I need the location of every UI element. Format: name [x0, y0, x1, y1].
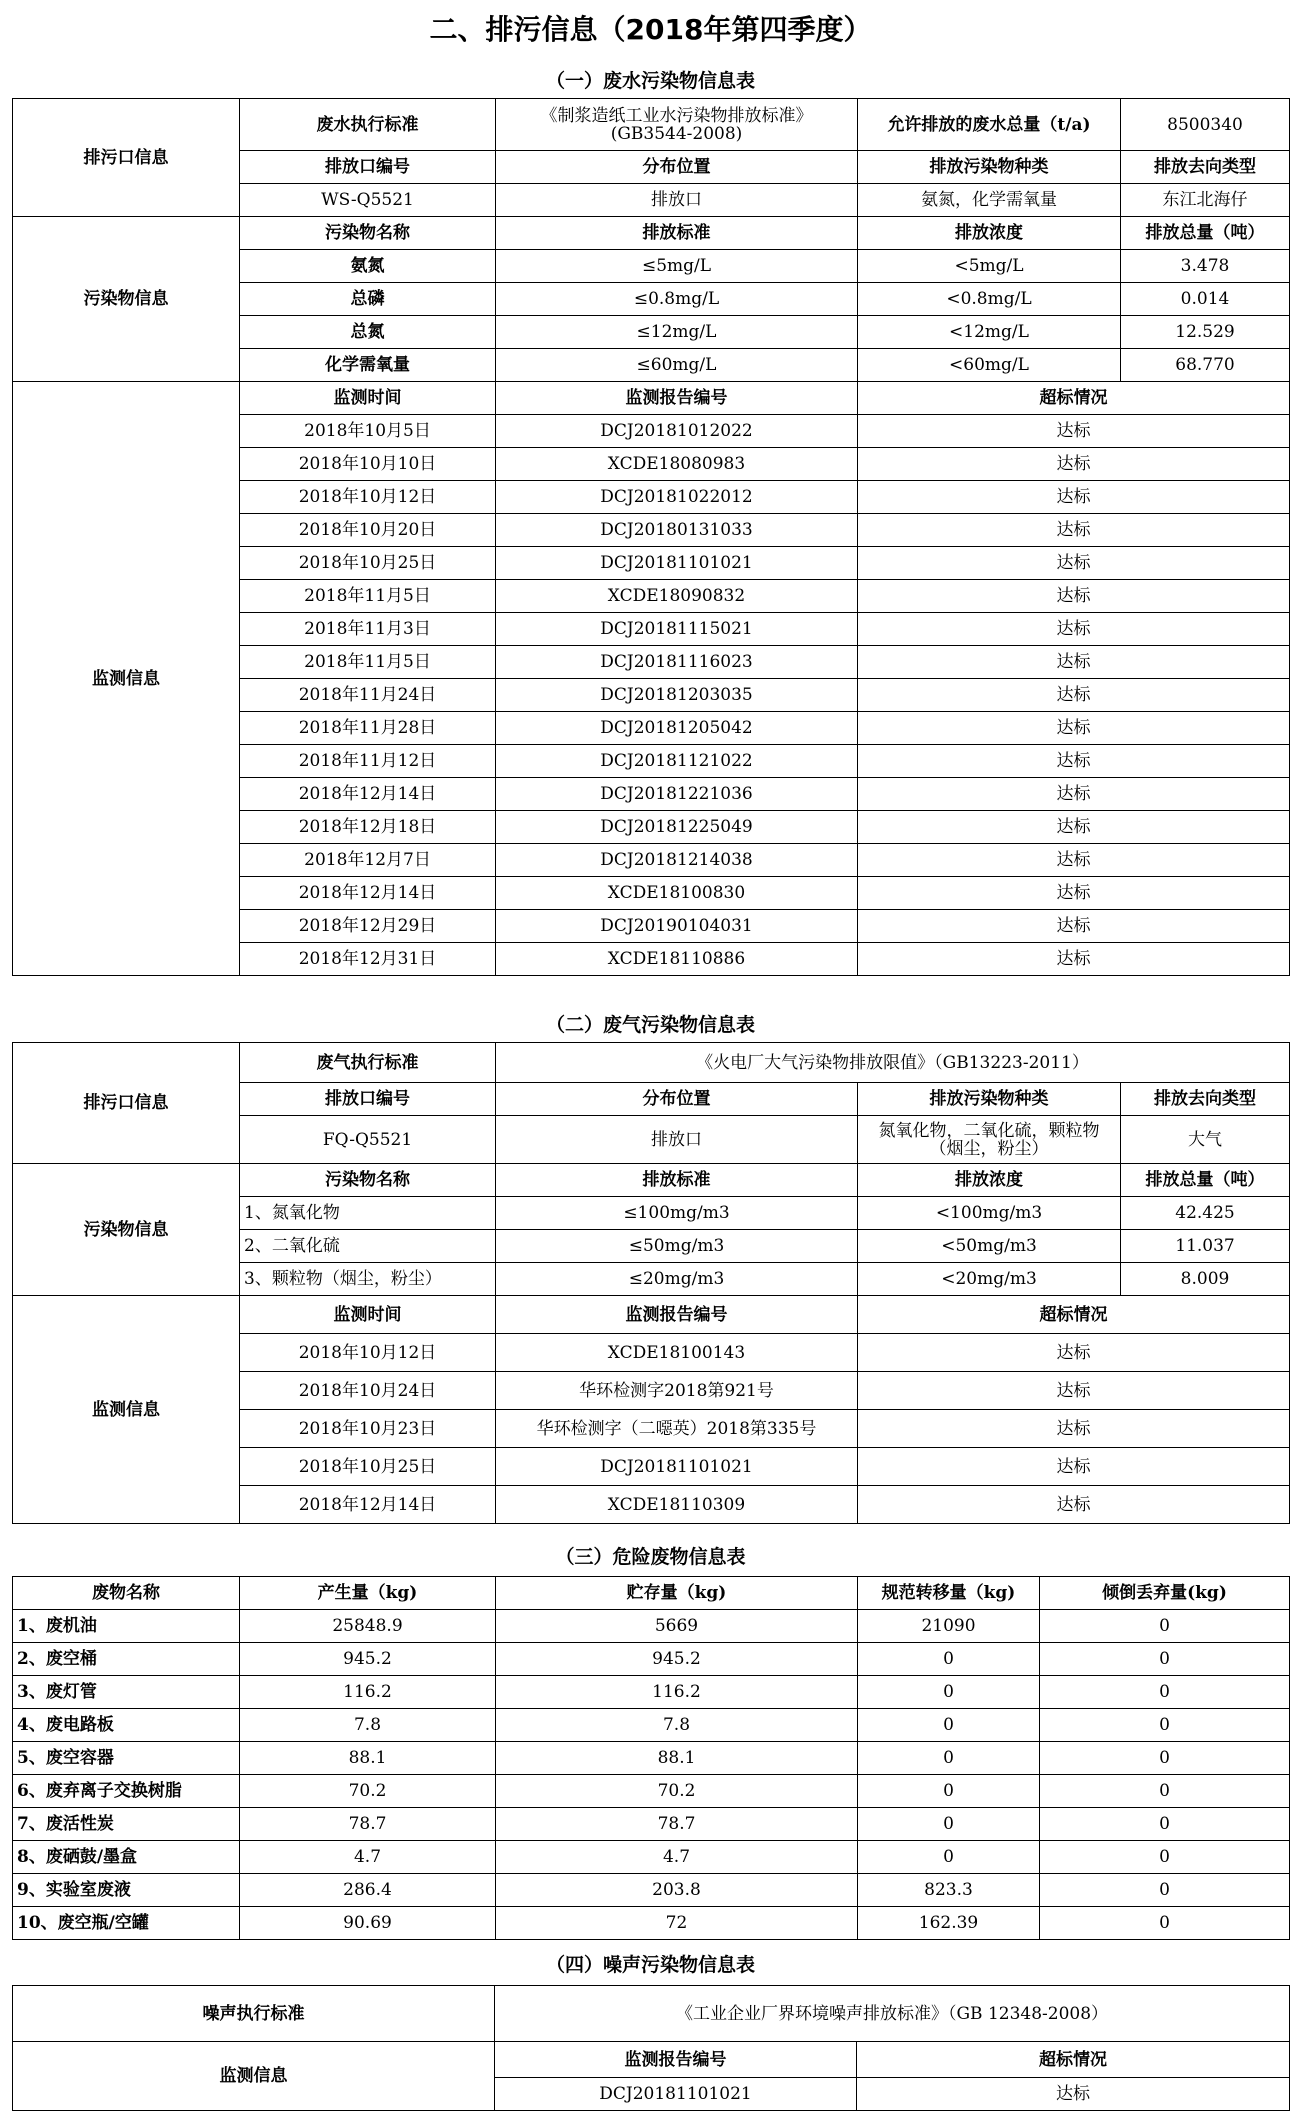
water-monitor-status: 达标 [858, 877, 1290, 910]
air-pollutant-header: 排放总量（吨） [1121, 1164, 1290, 1197]
air-monitor-report-no: XCDE18100143 [496, 1334, 858, 1372]
air-col-destination-type: 排放去向类型 [1121, 1083, 1290, 1116]
air-pollutant-header-row [13, 1164, 1290, 1197]
air-pollutant-cell: 42.425 [1121, 1197, 1290, 1230]
water-monitor-status: 达标 [858, 745, 1290, 778]
water-pollutant-cell: 氨氮 [240, 250, 496, 283]
hazard-section-title: （三）危险废物信息表 [555, 1546, 746, 1568]
hazard-cell: 70.2 [496, 1775, 858, 1808]
water-monitor-report-no: DCJ20181121022 [496, 745, 858, 778]
water-monitor-date: 2018年12月14日 [240, 778, 496, 811]
hazard-cell: 0 [1040, 1775, 1290, 1808]
water-pollutant-cell: 12.529 [1121, 316, 1290, 349]
water-monitor-report-no: DCJ20181101021 [496, 547, 858, 580]
water-monitor-report-no: DCJ20180131033 [496, 514, 858, 547]
air-pollutant-cell: 2、二氧化硫 [240, 1230, 496, 1263]
noise-monitor-header: 超标情况 [857, 2042, 1290, 2078]
water-monitor-status: 达标 [858, 811, 1290, 844]
water-location: 排放口 [496, 184, 858, 217]
water-pollutant-header: 排放总量（吨） [1121, 217, 1290, 250]
water-monitor-report-no: XCDE18080983 [496, 448, 858, 481]
hazard-cell: 78.7 [496, 1808, 858, 1841]
water-monitor-status: 达标 [858, 943, 1290, 976]
air-pollutant-header: 排放标准 [496, 1164, 858, 1197]
water-monitor-date: 2018年10月12日 [240, 481, 496, 514]
hazard-header: 废物名称 [13, 1577, 240, 1610]
water-monitor-report-no: DCJ20181214038 [496, 844, 858, 877]
air-monitor-date: 2018年10月25日 [240, 1448, 496, 1486]
hazard-cell: 10、废空瓶/空罐 [13, 1907, 240, 1940]
air-pollutant-cell: <100mg/m3 [858, 1197, 1121, 1230]
air-standard-value: 《火电厂大气污染物排放限值》（GB13223-2011） [496, 1043, 1290, 1083]
air-monitor-report-no: XCDE18110309 [496, 1486, 858, 1524]
water-standard-label: 废水执行标准 [240, 99, 496, 151]
hazard-cell: 116.2 [240, 1676, 496, 1709]
water-monitor-date: 2018年10月20日 [240, 514, 496, 547]
air-location: 排放口 [496, 1116, 858, 1164]
water-pollutant-cell: <12mg/L [858, 316, 1121, 349]
water-monitor-date: 2018年11月5日 [240, 646, 496, 679]
hazard-cell: 7、废活性炭 [13, 1808, 240, 1841]
air-monitor-status: 达标 [858, 1334, 1290, 1372]
water-standard-code: (GB3544-2008) [610, 123, 743, 144]
hazard-cell: 6、废弃离子交换树脂 [13, 1775, 240, 1808]
air-monitor-date: 2018年10月23日 [240, 1410, 496, 1448]
hazard-row [13, 1907, 1290, 1940]
water-standard-value [496, 99, 858, 151]
hazard-cell: 0 [1040, 1874, 1290, 1907]
hazard-cell: 88.1 [496, 1742, 858, 1775]
water-monitor-date: 2018年10月25日 [240, 547, 496, 580]
air-monitor-status: 达标 [858, 1372, 1290, 1410]
water-monitor-date: 2018年11月28日 [240, 712, 496, 745]
water-monitor-report-no: DCJ20181115021 [496, 613, 858, 646]
air-pollutant-table [12, 1042, 1290, 1524]
water-monitor-date: 2018年10月5日 [240, 415, 496, 448]
air-monitor-report-no: 华环检测字2018第921号 [496, 1372, 858, 1410]
water-monitor-date: 2018年11月3日 [240, 613, 496, 646]
water-pollutant-header-row [13, 217, 1290, 250]
air-pollutant-group-label: 污染物信息 [13, 1164, 240, 1296]
water-monitor-status: 达标 [858, 646, 1290, 679]
air-pollutant-types-line2: （烟尘，粉尘） [929, 1138, 1049, 1159]
water-monitor-report-no: DCJ20181221036 [496, 778, 858, 811]
hazard-row [13, 1709, 1290, 1742]
hazard-cell: 88.1 [240, 1742, 496, 1775]
hazard-cell: 78.7 [240, 1808, 496, 1841]
hazard-cell: 3、废灯管 [13, 1676, 240, 1709]
noise-standard-label: 噪声执行标准 [13, 1986, 495, 2042]
water-monitor-report-no: DCJ20190104031 [496, 910, 858, 943]
water-section-title: （一）废水污染物信息表 [545, 70, 755, 92]
hazard-cell: 0 [1040, 1841, 1290, 1874]
noise-monitor-report-no: DCJ20181101021 [495, 2078, 857, 2111]
noise-section-title: （四）噪声污染物信息表 [545, 1954, 755, 1976]
noise-standard-value: 《工业企业厂界环境噪声排放标准》（GB 12348-2008） [495, 1986, 1290, 2042]
water-monitor-report-no: DCJ20181012022 [496, 415, 858, 448]
hazard-cell: 0 [858, 1808, 1040, 1841]
water-monitor-date: 2018年12月14日 [240, 877, 496, 910]
water-monitor-header: 监测时间 [240, 382, 496, 415]
hazard-cell: 5、废空容器 [13, 1742, 240, 1775]
air-col-location: 分布位置 [496, 1083, 858, 1116]
hazard-cell: 7.8 [496, 1709, 858, 1742]
water-monitor-date: 2018年11月5日 [240, 580, 496, 613]
hazard-cell: 0 [1040, 1643, 1290, 1676]
water-pollutant-cell: 0.014 [1121, 283, 1290, 316]
air-pollutant-header: 污染物名称 [240, 1164, 496, 1197]
hazard-cell: 116.2 [496, 1676, 858, 1709]
water-allowed-label: 允许排放的废水总量（t/a) [858, 99, 1121, 151]
air-pollutant-cell: 3、颗粒物（烟尘，粉尘） [240, 1263, 496, 1296]
hazard-cell: 0 [1040, 1610, 1290, 1643]
air-pollutant-cell: <20mg/m3 [858, 1263, 1121, 1296]
hazard-cell: 203.8 [496, 1874, 858, 1907]
water-monitor-report-no: XCDE18090832 [496, 580, 858, 613]
hazard-row [13, 1808, 1290, 1841]
hazard-cell: 823.3 [858, 1874, 1040, 1907]
water-monitor-status: 达标 [858, 481, 1290, 514]
water-pollutant-types: 氨氮，化学需氧量 [858, 184, 1121, 217]
air-col-outlet-no: 排放口编号 [240, 1083, 496, 1116]
hazard-row [13, 1610, 1290, 1643]
hazard-cell: 0 [1040, 1676, 1290, 1709]
water-monitor-status: 达标 [858, 712, 1290, 745]
hazard-cell: 945.2 [240, 1643, 496, 1676]
hazard-cell: 7.8 [240, 1709, 496, 1742]
hazard-row [13, 1742, 1290, 1775]
air-outlet-no: FQ-Q5521 [240, 1116, 496, 1164]
water-monitor-status: 达标 [858, 613, 1290, 646]
noise-monitor-group-label: 监测信息 [13, 2042, 495, 2111]
water-monitor-report-no: DCJ20181225049 [496, 811, 858, 844]
hazard-cell: 286.4 [240, 1874, 496, 1907]
hazard-header: 贮存量（kg) [496, 1577, 858, 1610]
water-monitor-date: 2018年10月10日 [240, 448, 496, 481]
hazard-header-row [13, 1577, 1290, 1610]
water-pollutant-cell: 化学需氧量 [240, 349, 496, 382]
water-pollutant-cell: <0.8mg/L [858, 283, 1121, 316]
hazard-cell: 0 [858, 1709, 1040, 1742]
air-pollutant-cell: <50mg/m3 [858, 1230, 1121, 1263]
air-pollutant-cell: 8.009 [1121, 1263, 1290, 1296]
hazard-cell: 72 [496, 1907, 858, 1940]
hazard-cell: 90.69 [240, 1907, 496, 1940]
water-destination: 东江北海仔 [1121, 184, 1290, 217]
air-standard-label: 废气执行标准 [240, 1043, 496, 1083]
water-standard-name: 《制浆造纸工业水污染物排放标准》 [540, 105, 813, 126]
hazard-cell: 0 [858, 1775, 1040, 1808]
water-pollutant-cell: ≤60mg/L [496, 349, 858, 382]
water-pollutant-cell: ≤12mg/L [496, 316, 858, 349]
hazard-cell: 25848.9 [240, 1610, 496, 1643]
water-monitor-status: 达标 [858, 448, 1290, 481]
hazard-cell: 945.2 [496, 1643, 858, 1676]
hazard-cell: 21090 [858, 1610, 1040, 1643]
water-monitor-status: 达标 [858, 679, 1290, 712]
hazard-waste-table [12, 1576, 1290, 1940]
air-pollutant-cell: ≤100mg/m3 [496, 1197, 858, 1230]
water-monitor-status: 达标 [858, 580, 1290, 613]
water-monitor-header-row [13, 382, 1290, 415]
water-monitor-report-no: XCDE18110886 [496, 943, 858, 976]
water-col-destination-type: 排放去向类型 [1121, 151, 1290, 184]
water-monitor-report-no: DCJ20181203035 [496, 679, 858, 712]
hazard-row [13, 1775, 1290, 1808]
water-monitor-header: 监测报告编号 [496, 382, 858, 415]
water-allowed-value: 8500340 [1121, 99, 1290, 151]
air-monitor-header: 监测报告编号 [496, 1296, 858, 1334]
hazard-cell: 0 [858, 1643, 1040, 1676]
water-monitor-header: 超标情况 [858, 382, 1290, 415]
water-monitor-report-no: DCJ20181205042 [496, 712, 858, 745]
noise-pollutant-table [12, 1985, 1290, 2111]
water-outlet-group-label: 排污口信息 [13, 99, 240, 217]
water-pollutant-group-label: 污染物信息 [13, 217, 240, 382]
water-pollutant-cell: 总氮 [240, 316, 496, 349]
hazard-cell: 5669 [496, 1610, 858, 1643]
water-monitor-date: 2018年12月7日 [240, 844, 496, 877]
hazard-cell: 4.7 [496, 1841, 858, 1874]
water-monitor-report-no: XCDE18100830 [496, 877, 858, 910]
hazard-cell: 0 [1040, 1808, 1290, 1841]
hazard-row [13, 1841, 1290, 1874]
air-pollutant-cell: ≤50mg/m3 [496, 1230, 858, 1263]
air-pollutant-types-line1: 氮氧化物，二氧化硫，颗粒物 [878, 1120, 1100, 1141]
water-monitor-date: 2018年11月12日 [240, 745, 496, 778]
hazard-row [13, 1643, 1290, 1676]
water-monitor-status: 达标 [858, 415, 1290, 448]
hazard-row [13, 1874, 1290, 1907]
air-pollutant-cell: 11.037 [1121, 1230, 1290, 1263]
water-monitor-group-label: 监测信息 [13, 382, 240, 976]
hazard-cell: 4.7 [240, 1841, 496, 1874]
hazard-cell: 162.39 [858, 1907, 1040, 1940]
water-pollutant-cell: 总磷 [240, 283, 496, 316]
air-pollutant-header: 排放浓度 [858, 1164, 1121, 1197]
hazard-header: 倾倒丢弃量(kg) [1040, 1577, 1290, 1610]
water-pollutant-cell: ≤0.8mg/L [496, 283, 858, 316]
hazard-cell: 0 [858, 1742, 1040, 1775]
hazard-cell: 9、实验室废液 [13, 1874, 240, 1907]
noise-monitor-header: 监测报告编号 [495, 2042, 857, 2078]
air-monitor-group-label: 监测信息 [13, 1296, 240, 1524]
water-monitor-report-no: DCJ20181022012 [496, 481, 858, 514]
hazard-cell: 0 [1040, 1742, 1290, 1775]
hazard-row [13, 1676, 1290, 1709]
water-col-outlet-no: 排放口编号 [240, 151, 496, 184]
hazard-cell: 0 [858, 1841, 1040, 1874]
air-pollutant-types [858, 1116, 1121, 1164]
air-outlet-group-label: 排污口信息 [13, 1043, 240, 1164]
hazard-header: 规范转移量（kg) [858, 1577, 1040, 1610]
water-monitor-status: 达标 [858, 778, 1290, 811]
water-monitor-report-no: DCJ20181116023 [496, 646, 858, 679]
water-monitor-date: 2018年11月24日 [240, 679, 496, 712]
air-monitor-header: 超标情况 [858, 1296, 1290, 1334]
water-pollutant-header: 排放浓度 [858, 217, 1121, 250]
hazard-cell: 8、废硒鼓/墨盒 [13, 1841, 240, 1874]
air-col-pollutant-types: 排放污染物种类 [858, 1083, 1121, 1116]
hazard-header: 产生量（kg) [240, 1577, 496, 1610]
air-monitor-status: 达标 [858, 1448, 1290, 1486]
water-monitor-date: 2018年12月29日 [240, 910, 496, 943]
air-monitor-status: 达标 [858, 1486, 1290, 1524]
water-monitor-status: 达标 [858, 910, 1290, 943]
noise-monitor-status: 达标 [857, 2078, 1290, 2111]
water-pollutant-cell: 68.770 [1121, 349, 1290, 382]
water-pollutant-header: 污染物名称 [240, 217, 496, 250]
water-monitor-status: 达标 [858, 844, 1290, 877]
hazard-cell: 0 [1040, 1907, 1290, 1940]
air-section-title: （二）废气污染物信息表 [545, 1014, 755, 1036]
water-outlet-no: WS-Q5521 [240, 184, 496, 217]
water-pollutant-cell: 3.478 [1121, 250, 1290, 283]
air-pollutant-cell: ≤20mg/m3 [496, 1263, 858, 1296]
water-monitor-date: 2018年12月18日 [240, 811, 496, 844]
air-monitor-header-row [13, 1296, 1290, 1334]
hazard-cell: 0 [858, 1676, 1040, 1709]
hazard-cell: 0 [1040, 1709, 1290, 1742]
air-monitor-date: 2018年10月24日 [240, 1372, 496, 1410]
air-destination: 大气 [1121, 1116, 1290, 1164]
air-monitor-date: 2018年10月12日 [240, 1334, 496, 1372]
water-pollutant-cell: <60mg/L [858, 349, 1121, 382]
water-monitor-status: 达标 [858, 547, 1290, 580]
water-monitor-date: 2018年12月31日 [240, 943, 496, 976]
air-monitor-date: 2018年12月14日 [240, 1486, 496, 1524]
water-monitor-status: 达标 [858, 514, 1290, 547]
hazard-cell: 4、废电路板 [13, 1709, 240, 1742]
air-monitor-status: 达标 [858, 1410, 1290, 1448]
water-col-location: 分布位置 [496, 151, 858, 184]
water-pollutant-table [12, 98, 1290, 976]
water-col-pollutant-types: 排放污染物种类 [858, 151, 1121, 184]
hazard-cell: 70.2 [240, 1775, 496, 1808]
hazard-cell: 2、废空桶 [13, 1643, 240, 1676]
noise-monitor-header-row [13, 2042, 1290, 2078]
air-pollutant-cell: 1、氮氧化物 [240, 1197, 496, 1230]
hazard-cell: 1、废机油 [13, 1610, 240, 1643]
water-pollutant-cell: ≤5mg/L [496, 250, 858, 283]
air-monitor-report-no: 华环检测字（二噁英）2018第335号 [496, 1410, 858, 1448]
water-pollutant-header: 排放标准 [496, 217, 858, 250]
page-title: 二、排污信息（2018年第四季度） [429, 13, 872, 46]
air-monitor-header: 监测时间 [240, 1296, 496, 1334]
water-pollutant-cell: <5mg/L [858, 250, 1121, 283]
air-monitor-report-no: DCJ20181101021 [496, 1448, 858, 1486]
